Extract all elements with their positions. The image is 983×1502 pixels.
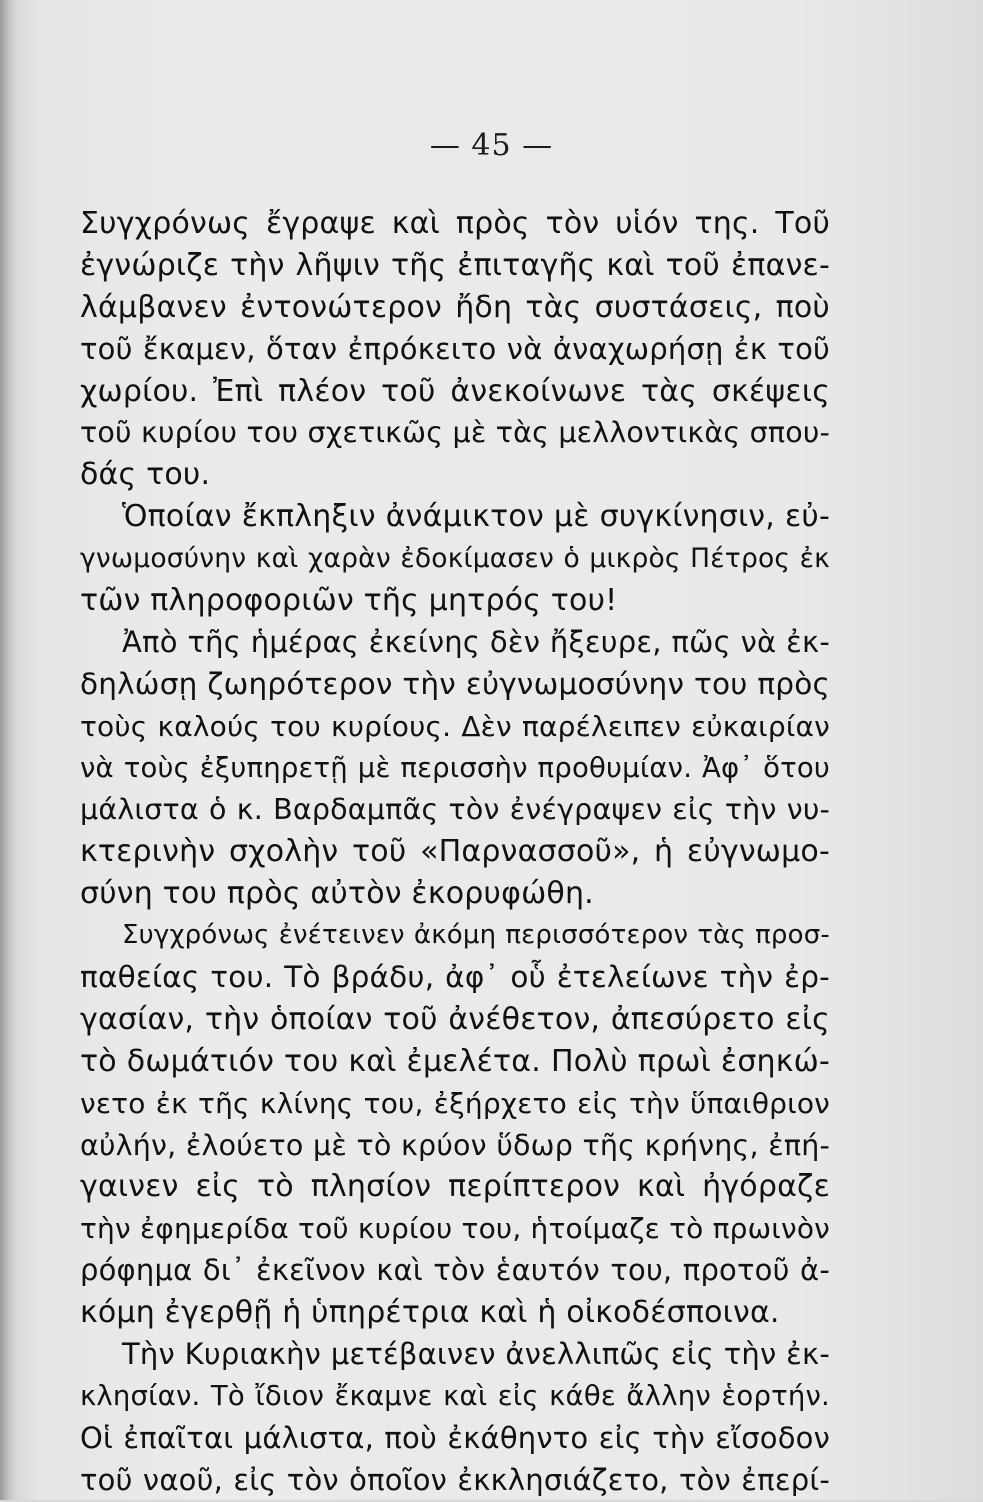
- text-line: γασίαν, τὴν ὁποίαν τοῦ ἀνέθετον, ἀπεσύρετο εἰς: [80, 1001, 830, 1037]
- text-line: κόμη ἐγερθῇ ἡ ὑπηρέτρια καὶ ἡ οἰκοδέσποινα.: [80, 1295, 780, 1331]
- text-line: Ὁποίαν ἔκπληξιν ἀνάμικτον μὲ συγκίνησιν, εὐ-: [122, 499, 830, 535]
- text-line: ρόφημα δι᾽ ἐκεῖνον καὶ τὸν ἑαυτόν του, προτοῦ ἀ-: [80, 1253, 830, 1288]
- text-line: δηλώσῃ ζωηρότερον τὴν εὐγνωμοσύνην του πρὸς: [80, 666, 830, 701]
- page-number: — 45 —: [429, 128, 554, 163]
- text-line: Οἱ ἐπαῖται μάλιστα, ποὺ ἐκάθηντο εἰς τὴν εἴσοδον: [80, 1420, 830, 1455]
- text-line: τῶν πληροφοριῶν τῆς μητρός του!: [80, 583, 618, 619]
- text-line: τοὺς καλούς του κυρίους. Δὲν παρέλειπεν εὐκαιρίαν: [80, 709, 830, 743]
- text-line: αὐλήν, ἐλούετο μὲ τὸ κρύον ὕδωρ τῆς κρήνης, ἐπή-: [80, 1128, 830, 1162]
- text-line: Συγχρόνως ἐνέτεινεν ἀκόμη περισσότερον τὰς προσ-: [122, 920, 830, 951]
- text-line: τὸ δωμάτιόν του καὶ ἐμελέτα. Πολὺ πρωὶ ἐσηκώ-: [80, 1043, 830, 1079]
- text-line: παθείας του. Τὸ βράδυ, ἀφ᾽ οὗ ἐτελείωνε τὴν ἐρ-: [80, 960, 830, 995]
- text-line: δάς του.: [80, 457, 211, 493]
- text-line: νὰ τοὺς ἐξυπηρετῇ μὲ περισσὴν προθυμίαν. Ἀφ᾽ ὅτου: [80, 751, 830, 784]
- text-line: χωρίου. Ἐπὶ πλέον τοῦ ἀνεκοίνωνε τὰς σκέψεις: [80, 373, 830, 409]
- text-line: σύνη του πρὸς αὐτὸν ἐκορυφώθη.: [80, 876, 594, 912]
- text-line: ἐγνώριζε τὴν λῆψιν τῆς ἐπιταγῆς καὶ τοῦ ἐπανε-: [80, 247, 830, 283]
- text-line: λάμβανεν ἐντονώτερον ἤδη τὰς συστάσεις, ποὺ: [80, 289, 830, 325]
- text-line: τοῦ κυρίου του σχετικῶς μὲ τὰς μελλοντικὰς σπου-: [80, 416, 830, 450]
- text-line: κτερινὴν σχολὴν τοῦ «Παρνασσοῦ», ἡ εὐγνωμο-: [80, 834, 830, 870]
- text-line: νετο ἐκ τῆς κλίνης του, ἐξήρχετο εἰς τὴν ὕπαιθριον: [80, 1086, 830, 1120]
- text-line: γαινεν εἰς τὸ πλησίον περίπτερον καὶ ἠγόραζε: [80, 1169, 830, 1205]
- text-line: μάλιστα ὁ κ. Βαρδαμπᾶς τὸν ἐνέγραψεν εἰς τὴν νυ-: [80, 793, 830, 827]
- text-line: κλησίαν. Τὸ ἴδιον ἔκαμνε καὶ εἰς κάθε ἄλλην ἑορτήν.: [80, 1379, 830, 1412]
- text-line: γνωμοσύνην καὶ χαρὰν ἐδοκίμασεν ὁ μικρὸς Πέτρος ἐκ: [80, 543, 830, 575]
- text-line: Συγχρόνως ἔγραψε καὶ πρὸς τὸν υἱόν της. Τοῦ: [80, 206, 830, 241]
- text-line: τοῦ ναοῦ, εἰς τὸν ὁποῖον ἐκκλησιάζετο, τὸν ἐπερί-: [80, 1462, 830, 1497]
- text-line: τὴν ἐφημερίδα τοῦ κυρίου του, ἡτοίμαζε τὸ πρωινὸν: [80, 1212, 830, 1246]
- text-line: τοῦ ἔκαμεν, ὅταν ἐπρόκειτο νὰ ἀναχωρήσῃ ἐκ τοῦ: [80, 331, 830, 366]
- body-text: [80, 203, 830, 1502]
- text-line: Τὴν Κυριακὴν μετέβαινεν ἀνελλιπῶς εἰς τὴν ἐκ-: [122, 1337, 830, 1372]
- text-line: Ἀπὸ τῆς ἡμέρας ἐκείνης δὲν ἤξευρε, πῶς νὰ ἐκ-: [122, 624, 830, 659]
- spine-shadow: [0, 0, 18, 1500]
